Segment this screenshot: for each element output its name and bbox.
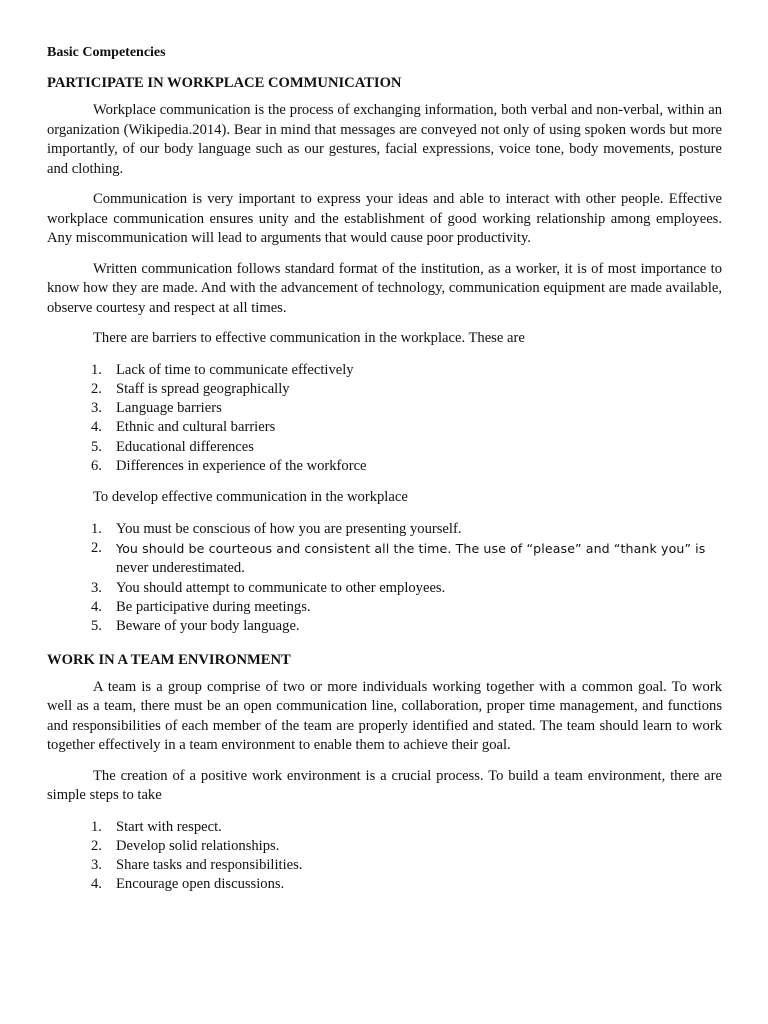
list-item: 1. You must be conscious of how you are presenting yourself. [91, 520, 462, 537]
list-item: 3. You should attempt to communicate to other employees. [91, 579, 446, 596]
list-item: 4. Be participative during meetings. [91, 598, 311, 615]
list-item: 2. Develop solid relationships. [91, 837, 280, 854]
steps-list [47, 818, 722, 895]
paragraph: Written communication follows standard format of the institution, as a worker, it is of most importance to know how they are made. And with the advancement of technology, communication equipment are made available, observe courtesy and respect at all times. [47, 260, 722, 316]
paragraph: Workplace communication is the process of exchanging information, both verbal and non-verbal, within an organization (Wikipedia.2014). Bear in mind that messages are conveyed not only of using spoken words but more importantly, of our body language such as our gestures, facial expressions, voice tone, body movements, posture and clothing. [47, 102, 722, 177]
list-item: 5. Beware of your body language. [91, 618, 300, 635]
page-header: Basic Competencies [47, 45, 166, 60]
list-item: 1. Start with respect. [91, 818, 222, 835]
list-item: 3. Share tasks and responsibilities. [91, 857, 303, 874]
paragraph: There are barriers to effective communication in the workplace. These are [93, 330, 525, 346]
paragraph: Communication is very important to express your ideas and able to interact with other people. Effective workplace communication ensures unity and the establishment of good working relationship among employees. Any miscommunication will lead to arguments that would cause poor productivity. [47, 191, 722, 246]
paragraph: The creation of a positive work environment is a crucial process. To build a team environment, there are simple steps to take [47, 767, 722, 804]
section-title-team: WORK IN A TEAM ENVIRONMENT [47, 651, 291, 668]
list-item: 1. Lack of time to communicate effectively [91, 361, 354, 378]
list-item: 2. Staff is spread geographically [91, 380, 290, 397]
list-item: 6. Differences in experience of the workforce [91, 457, 367, 474]
list-item: 4. Ethnic and cultural barriers [91, 419, 276, 436]
section-title-communication: PARTICIPATE IN WORKPLACE COMMUNICATION [47, 75, 402, 91]
barriers-list [47, 361, 722, 477]
paragraph: A team is a group comprise of two or more individuals working together with a common goal. To work well as a team, there must be an open communication line, collaboration, proper time management, and functions and responsibilities of each member of the team are properly identified and stated. The team should learn to work together effectively in a team environment to enable them to achieve their goal. [47, 678, 722, 754]
list-item: 3. Language barriers [91, 400, 222, 417]
list-item: 2. You should be courteous and consistent all the time. The use of “please” and “thank you” is never underestimated. [91, 540, 706, 577]
list-item: 5. Educational differences [91, 438, 254, 455]
paragraph: To develop effective communication in the workplace [93, 489, 408, 506]
list-item: 4. Encourage open discussions. [91, 876, 285, 893]
develop-list [47, 520, 722, 637]
